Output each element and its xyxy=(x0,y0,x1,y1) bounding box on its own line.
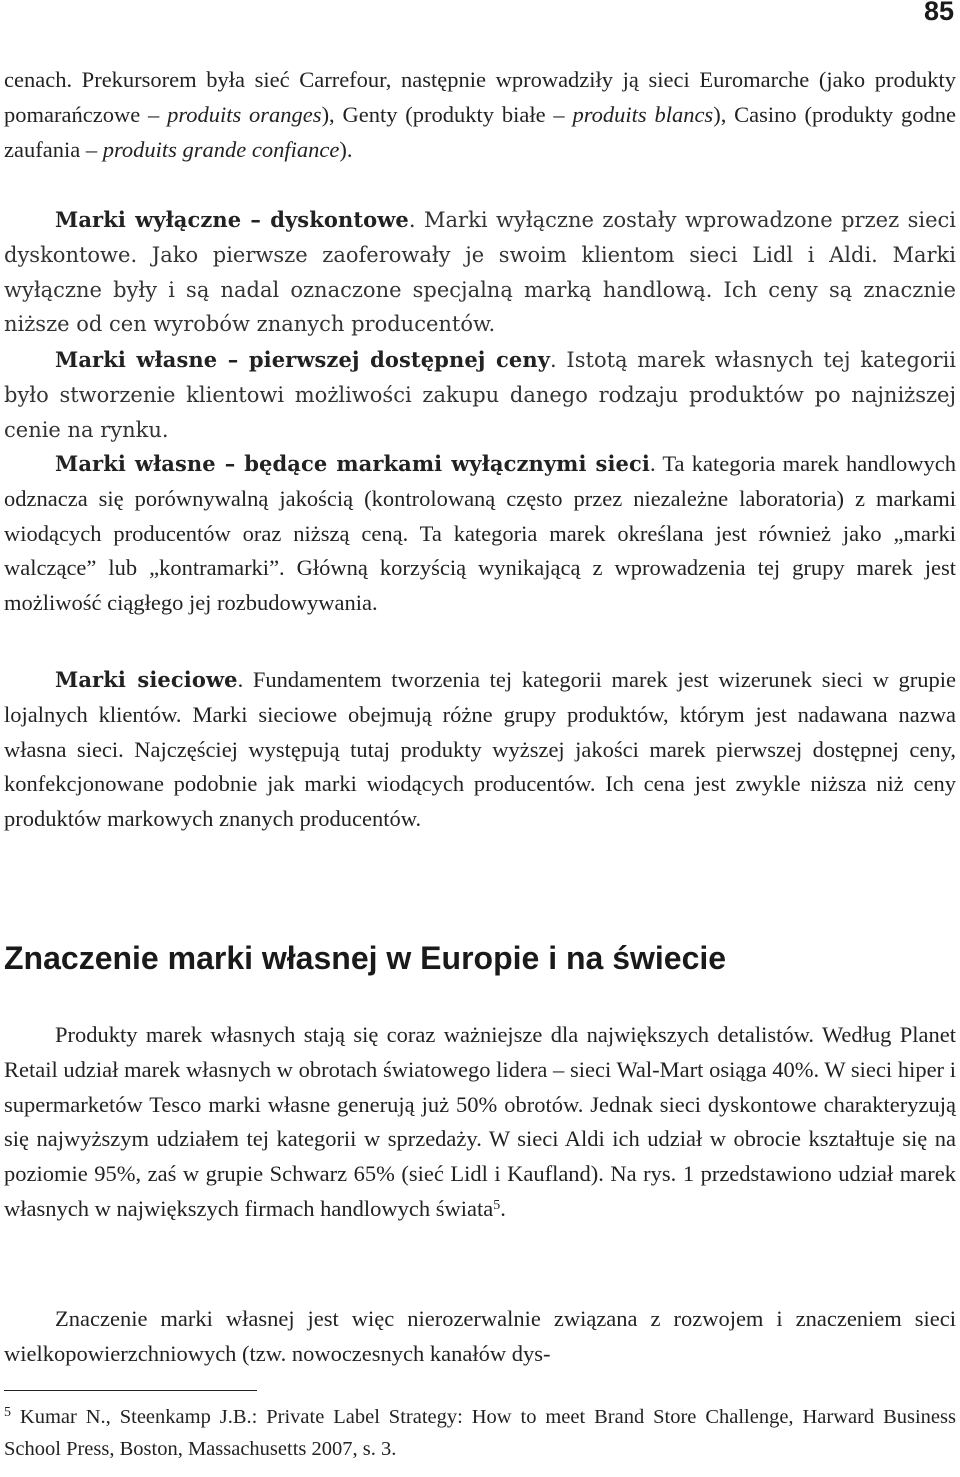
paragraph-text: ), Genty (produkty białe – xyxy=(321,101,573,127)
category-title: Marki własne – pierwszej dostępnej ceny xyxy=(55,347,550,372)
paragraph-network-brands xyxy=(4,663,956,837)
category-title: Marki własne – będące markami wyłącznymi sieci xyxy=(55,451,650,476)
footnote xyxy=(4,1402,956,1465)
paragraph-text: ), Casino (produkty godne zaufania – xyxy=(4,101,956,162)
paragraph-text: . Ta kategoria marek handlowych odznacza się porównywalną jakością (kontrolowaną często przez niezależne laboratoria) z markami wiodących producentów oraz niższą ceną. Ta kategoria marek określana jest również jako „marki walczące” lub „kontramarki”. Główną korzyścią wynikającą z wprowadzenia tej grupy marek jest możliwość ciągłego jej rozbudowywania. xyxy=(4,451,956,616)
paragraph-text: . Fundamentem tworzenia tej kategorii marek jest wizerunek sieci w grupie lojalnych klientów. Marki sieciowe obejmują różne grupy produktów, którym jest nadawana nazwa własna sieci. Najczęściej występują tutaj produkty wyższej jakości marek pierwszej dostępnej ceny, konfekcjonowane podobnie jak marki wiodących producentów. Ich cena jest zwykle niższa niż ceny produktów markowych znanych producentów. xyxy=(4,667,957,832)
paragraph-exclusive-discount xyxy=(4,203,956,342)
footnote-text: Kumar N., Steenkamp J.B.: Private Label Strategy: How to meet Brand Store Challenge, Harward Business School Press, Boston, Massachusetts 2007, s. 3. xyxy=(4,1406,956,1460)
page-number: 85 xyxy=(923,0,954,26)
paragraph-text: . Istotą marek własnych tej kategorii było stworzenie klientowi możliwości zakupu danego rodzaju produktów po najniższej cenie na rynku. xyxy=(4,348,956,442)
footnote-number: 5 xyxy=(4,1405,11,1420)
paragraph-text: cenach. Prekursorem była sieć Carrefour, następnie wprowadziły ją sieci Euromarche (jako produkty pomarańczowe – xyxy=(4,67,956,127)
paragraph-exclusive-network xyxy=(4,447,956,621)
paragraph-significance xyxy=(4,1302,956,1372)
paragraph-text: ). xyxy=(339,136,353,162)
paragraph-text: Produkty marek własnych stają się coraz ważniejsze dla największych detalistów. Według Planet Retail udział marek własnych w obrotach światowego lidera – sieci Wal-Mart osiąga 40%. W sieci hiper i supermarketów Tesco marki własne generują już 50% obrotów. Jednak sieci dyskontowe charakteryzują się najwyższym udziałem tej kategorii w sprzedaży. W sieci Aldi ich udział w obrocie kształtuje się na poziomie 95%, zaś w grupie Schwarz 65% (sieć Lidl i Kaufland). Na rys. 1 przedstawiono udział marek własnych w największych firmach handlowych świata xyxy=(4,1022,956,1221)
section-heading: Znaczenie marki własnej w Europie i na świecie xyxy=(4,940,727,976)
italic-term: produits blancs xyxy=(572,101,714,127)
italic-term: produits grande confiance xyxy=(102,136,340,162)
italic-term: produits oranges xyxy=(167,101,322,127)
footnote-reference: 5 xyxy=(493,1197,501,1213)
paragraph-text: . Marki wyłączne zostały wprowadzone przez sieci dyskontowe. Jako pierwsze zaoferowały je swoim klientom sieci Lidl i Aldi. Marki wyłączne były i są nadal oznaczone specjalną marką handlową. Ich ceny są znacznie niższe od cen wyrobów znanych producentów. xyxy=(4,208,956,337)
paragraph-europe-world xyxy=(4,1018,956,1227)
category-title: Marki sieciowe xyxy=(55,667,238,692)
category-title: Marki wyłączne – dyskontowe xyxy=(55,207,409,232)
paragraph-text: Znaczenie marki własnej jest więc nierozerwalnie związana z rozwojem i znaczeniem sieci wielkopowierzchniowych (tzw. nowoczesnych kanałów dys- xyxy=(4,1306,956,1366)
paragraph-first-price xyxy=(4,343,956,447)
paragraph-private-label-origins xyxy=(4,63,956,167)
paragraph-text: . xyxy=(500,1195,506,1221)
footnote-divider xyxy=(4,1390,257,1391)
